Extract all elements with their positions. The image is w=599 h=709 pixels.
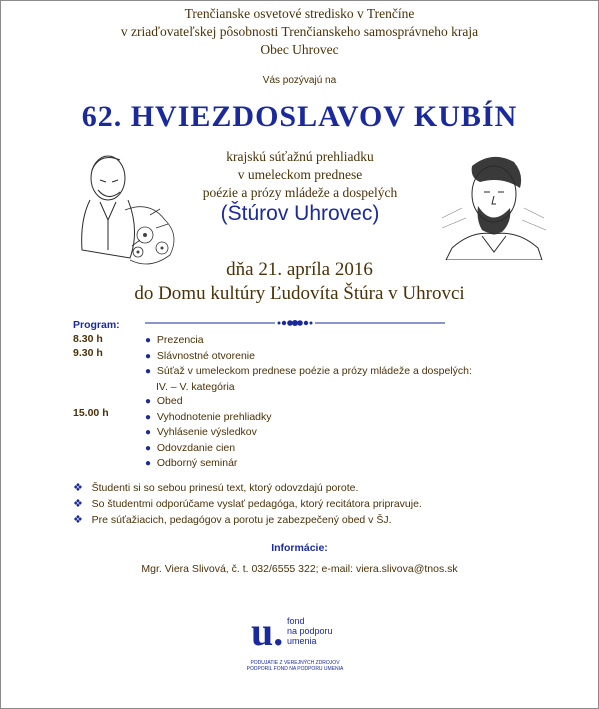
round-bullet-icon: ● <box>145 458 152 469</box>
list-item: ● Prezencia <box>145 334 204 346</box>
notes-list <box>73 480 553 528</box>
round-bullet-icon: ● <box>145 411 152 423</box>
round-bullet-icon: ● <box>145 366 152 377</box>
program-time: 8.30 h <box>73 333 103 345</box>
subtitle-line3: poézie a prózy mládeže a dospelých <box>202 185 398 200</box>
subtitle-line2: v umeleckom prednese <box>237 167 363 182</box>
program-time: 15.00 h <box>73 407 109 419</box>
contact-line: Mgr. Viera Slivová, č. t. 032/6555 322; e-mail: viera.slivova@tnos.sk <box>141 563 458 575</box>
note-item: ❖ Pre súťažiacich, pedagógov a porotu je zabezpečený obed v ŠJ. <box>73 514 392 526</box>
round-bullet-icon: ● <box>145 442 152 454</box>
info-label: Informácie: <box>271 542 328 554</box>
event-place: do Domu kultúry Ľudovíta Štúra v Uhrovci <box>134 283 465 304</box>
header-municipality: Obec Uhrovec <box>260 42 339 57</box>
round-bullet-icon: ● <box>145 396 152 407</box>
program-list <box>145 333 545 472</box>
event-date: dňa 21. apríla 2016 <box>226 259 373 280</box>
list-item: ● Odovzdanie cien <box>145 441 236 454</box>
round-bullet-icon: ● <box>145 427 152 438</box>
round-bullet-icon: ● <box>145 335 152 346</box>
list-item: ● Súťaž v umeleckom prednese poézie a prózy mládeže a dospelých: <box>145 365 472 377</box>
list-item: ● Vyhlásenie výsledkov <box>145 426 257 438</box>
ornament-divider <box>145 316 445 328</box>
round-bullet-icon: ● <box>145 350 152 362</box>
page-title: 62. HVIEZDOSLAVOV KUBÍN <box>81 100 518 133</box>
header-region: v zriaďovateľskej pôsobnosti Trenčianskeho samosprávneho kraja <box>120 24 479 39</box>
list-item-continuation: IV. – V. kategória <box>156 380 235 393</box>
list-item: ● Slávnostné otvorenie <box>145 349 255 362</box>
note-item: ❖ So študentmi odporúčame vyslať pedagóga, ktorý recitátora pripravuje. <box>73 498 422 510</box>
header-organizer: Trenčianske osvetové stredisko v Trenčíne <box>184 6 415 21</box>
fund-logo <box>245 608 365 680</box>
diamond-bullet-icon: ❖ <box>73 514 83 526</box>
subtitle-highlight: (Štúrov Uhrovec) <box>220 202 380 225</box>
portrait-sturov-illustration <box>432 148 552 260</box>
logo-footer: PODUJATIE Z VEREJNÝCH ZDROJOV PODPORIL FOND NA PODPORU UMENIA <box>246 660 344 672</box>
note-item: ❖ Študenti si so sebou prinesú text, ktorý odovzdajú porote. <box>73 482 359 494</box>
diamond-bullet-icon: ❖ <box>73 498 83 510</box>
logo-text: fond na podporu umenia <box>287 616 333 646</box>
diamond-bullet-icon: ❖ <box>73 482 83 494</box>
list-item: ● Odborný seminár <box>145 457 238 469</box>
list-item: ● Obed <box>145 395 183 407</box>
logo-mark: u. <box>251 609 284 654</box>
program-time: 9.30 h <box>73 347 103 359</box>
invite-text: Vás pozývajú na <box>262 75 337 86</box>
subtitle-line1: krajskú súťažnú prehliadku <box>226 149 374 164</box>
list-item: ● Vyhodnotenie prehliadky <box>145 410 272 423</box>
program-label: Program: <box>73 319 120 331</box>
